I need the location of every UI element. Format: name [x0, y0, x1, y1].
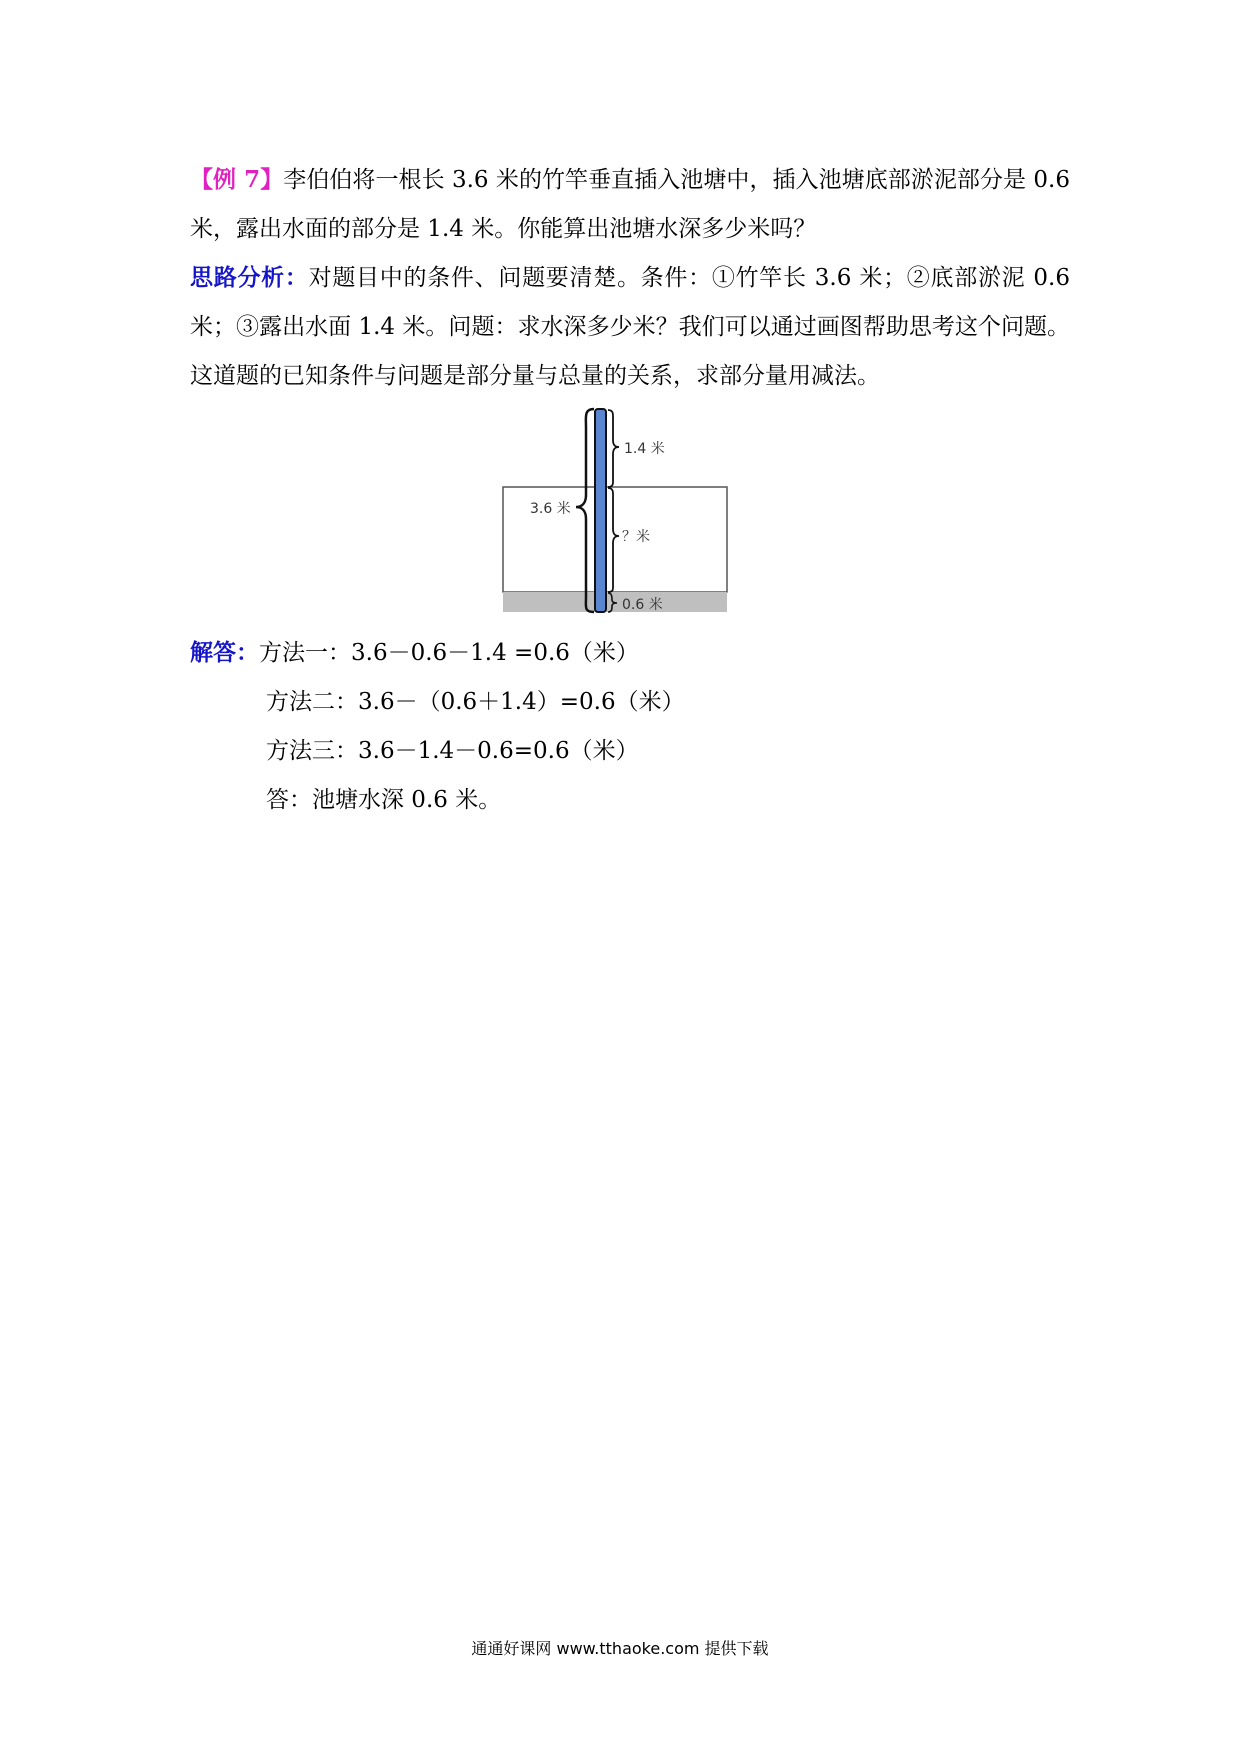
- final-answer-line: [190, 776, 1070, 825]
- problem-text: 李伯伯将一根长 3.6 米的竹竿垂直插入池塘中，插入池塘底部淤泥部分是 0.6 米，露出水面的部分是 1.4 米。你能算出池塘水深多少米吗？: [190, 167, 1070, 242]
- problem-paragraph: [190, 155, 1070, 254]
- analysis-label: 思路分析：: [190, 265, 309, 291]
- solution-label: 解答：: [190, 640, 259, 666]
- page-footer: 通通好课网 www.tthaoke.com 提供下载: [471, 1639, 769, 1658]
- document-body: [190, 155, 1070, 825]
- pond-diagram: [190, 407, 1070, 619]
- total-length-label: 3.6 米: [530, 501, 571, 517]
- above-water-brace: [608, 410, 619, 487]
- solution-method-2-line: [190, 678, 1070, 727]
- solution-method-3-line: [190, 727, 1070, 776]
- mud-depth-label: 0.6 米: [622, 597, 663, 613]
- solution-method-2: 方法二：3.6－（0.6＋1.4）=0.6（米）: [266, 689, 685, 715]
- solution-method-1: 方法一：3.6－0.6－1.4 =0.6（米）: [259, 640, 639, 666]
- analysis-paragraph: [190, 254, 1070, 401]
- analysis-text: 对题目中的条件、问题要清楚。条件：①竹竿长 3.6 米；②底部淤泥 0.6 米；③露出水面 1.4 米。问题：求水深多少米？我们可以通过画图帮助思考这个问题。这道题的已知条件与问题是部分量与总量的关系，求部分量用减法。: [190, 265, 1071, 389]
- solution-method-1-line: [190, 629, 1070, 678]
- bamboo-pole: [595, 409, 606, 612]
- solution-method-3: 方法三：3.6－1.4－0.6=0.6（米）: [266, 738, 639, 764]
- water-depth-label: ？米: [622, 529, 650, 545]
- solution-block: [190, 629, 1070, 825]
- mud-rect: [503, 592, 727, 612]
- above-water-label: 1.4 米: [624, 441, 665, 457]
- pond-diagram-svg: [502, 407, 728, 619]
- example-tag: 【例 7】: [190, 166, 284, 193]
- final-answer: 答：池塘水深 0.6 米。: [266, 787, 502, 813]
